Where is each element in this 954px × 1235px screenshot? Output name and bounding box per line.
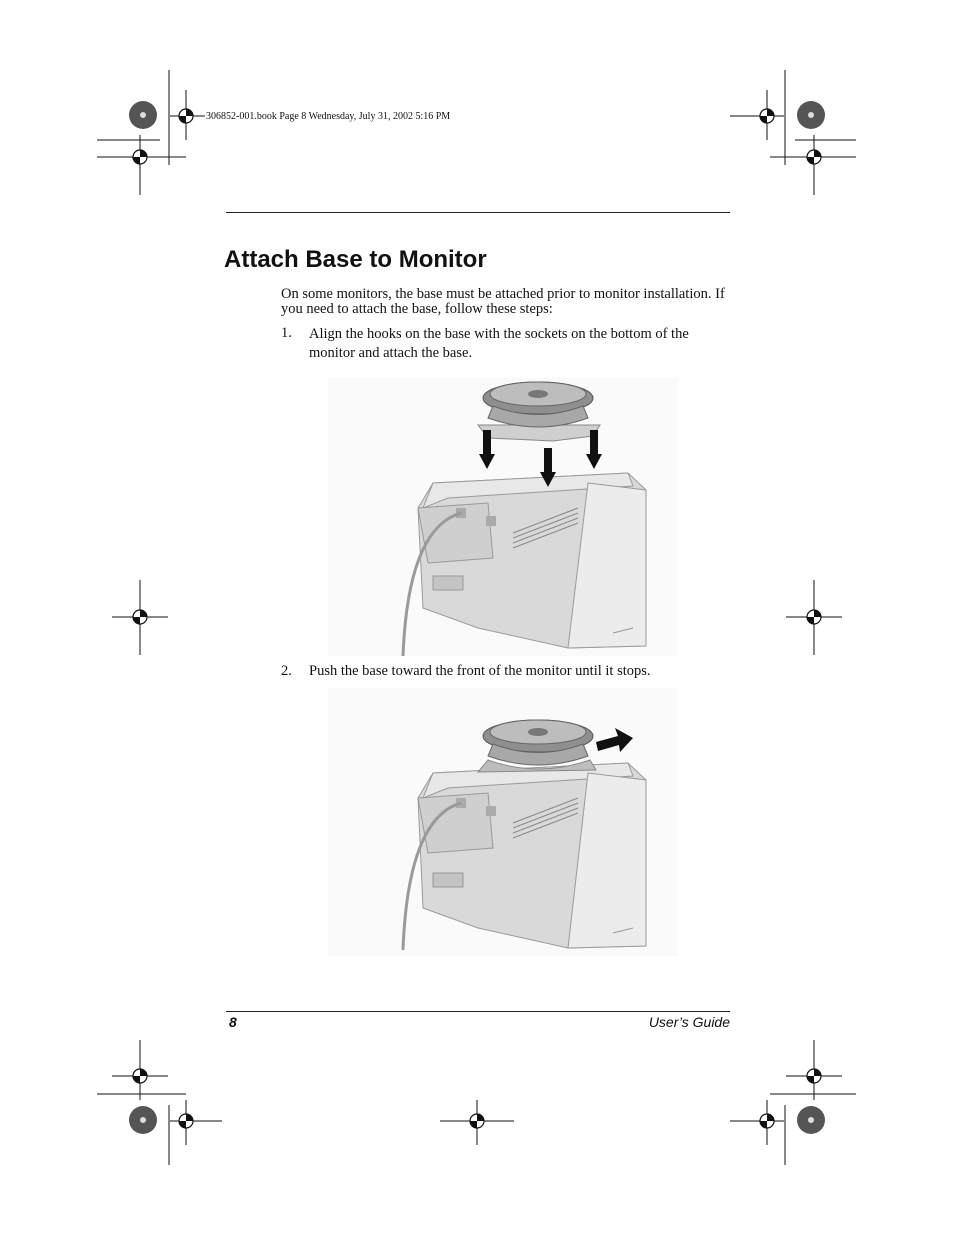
intro-paragraph: On some monitors, the base must be attached prior to monitor installation. If you need to attach the base, follow these steps: [281, 286, 725, 317]
step-2-number: 2. [281, 663, 292, 679]
page-title: Attach Base to Monitor [224, 246, 487, 273]
step-1-text: Align the hooks on the base with the sockets on the bottom of the monitor and attach the base. [309, 326, 689, 361]
page-number: 8 [229, 1014, 237, 1030]
guide-name: User’s Guide [648, 1014, 730, 1030]
footer-rule [226, 1011, 730, 1012]
print-slug: 306852-001.book Page 8 Wednesday, July 31, 2002 5:16 PM [206, 111, 451, 122]
illustration-push-base [328, 688, 678, 956]
step-2-text: Push the base toward the front of the monitor until it stops. [309, 663, 651, 679]
step-1-number: 1. [281, 325, 292, 341]
illustration-attach-base [328, 378, 678, 656]
header-rule [226, 212, 730, 213]
